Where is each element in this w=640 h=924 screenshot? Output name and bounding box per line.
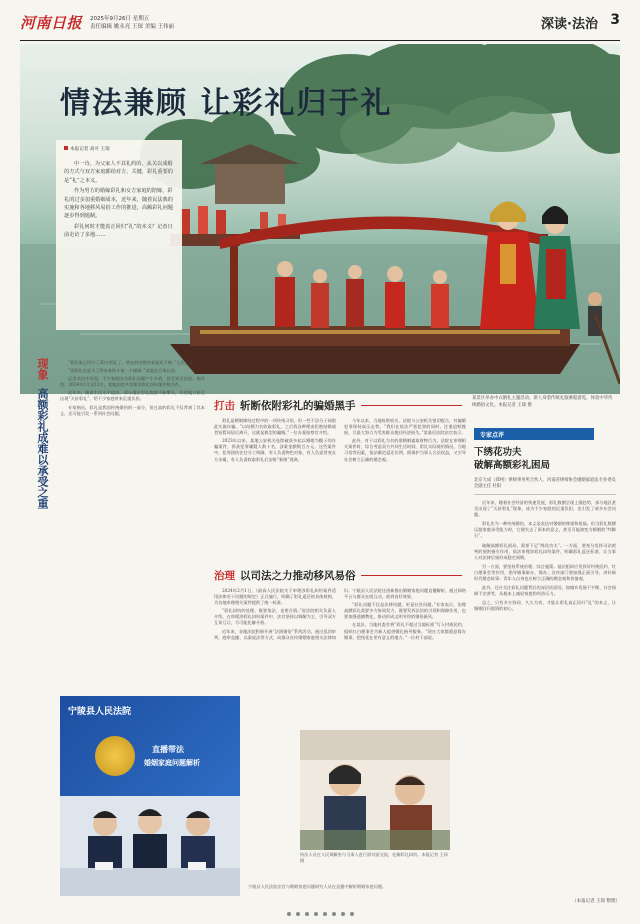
intro-byline — [64, 146, 174, 152]
editor-credits: 责任编辑 姚永亮 王琛 美编 王伟丽 — [90, 24, 174, 30]
intro-panel — [56, 140, 182, 330]
commentary-divider — [474, 494, 616, 495]
footer-dot — [323, 912, 327, 916]
section-govern-heading — [214, 568, 462, 583]
header-rule — [20, 40, 620, 41]
left-column-text — [60, 360, 205, 680]
footer-dot — [314, 912, 318, 916]
left-para-5: 专家指出，彩礼是我国传统婚俗的一部分，但过高的彩礼不仅背离了其本义，还可能引发一系列社会问题。 — [60, 404, 205, 416]
phenomenon-title: 高额彩礼成难以承受之重 — [36, 388, 49, 509]
govern-para-3: 近年来，各地法院积极开展“法润婚俗”系列活动，通过巡回审判、庭审直播、以案说法等方式，向群众宣传婚姻家庭相关法律知识。宁陵县人民法院还创新推出婚姻家庭问题直播解析，通过网络平台与群众在线互动，收到良好效果。 — [214, 588, 466, 640]
strike-para-3: 今年以来，当地检察机关、法院与公安机关密切配合，对骗婚犯罪保持高压态势。“我们在依法严惩犯罪的同时，注重追赃挽损，尽最大努力为受害群众挽回经济损失。”某基层法院法官表示。 — [344, 418, 466, 436]
commentary-signature: （本报记者 王琛 整理） — [572, 899, 620, 904]
strike-para-4: 此外，对于以彩礼为名的借婚姻索取财物行为，法院在审理相关案件时，综合考虑双方共同生活时间、彩礼实际使用情况、当地习俗等因素，依法确定返还比例，既保护当事人合法权益，又引导社会树立正确的婚恋观。 — [344, 438, 466, 462]
section-name: 深读·法治 — [541, 17, 598, 32]
intro-para-2: 作为男方的婚嫁彩礼和女方家庭的陪嫁，彩礼的过多加重婚姻成本，近年来，随着民法典的实施和各地移风易俗工作的推进，高额彩礼问题逐步得到遏制。 — [64, 188, 173, 220]
govern-para-2: “彩礼纠纷的处理，既要依法，也要合情。”省法院相关负责人介绍，在审理涉彩礼纠纷案件中，法官坚持以调解为主，引导双方互谅互让，尽可能化解矛盾。 — [214, 608, 336, 626]
left-para-2: “要彩礼也是为了给未来的小家一个保障。”某地女方家长说。 — [68, 368, 180, 374]
commentary-title — [474, 446, 614, 472]
main-headline: 情法兼顾 让彩礼归于礼 — [60, 86, 393, 121]
commentary-para-6: 总之，只有多方协同、久久为功，才能让彩礼真正回归“礼”的本义，让婚姻回归爱情的初心。 — [474, 600, 616, 612]
court-banner — [60, 696, 240, 796]
commentary-body — [474, 500, 616, 898]
footer-dots — [270, 912, 370, 916]
strike-para-2: 2023年以来，某地公安机关连续破获多起以婚姻为幌子的诈骗案件，抓获犯罪嫌疑人数十名，涉案金额数百万元。这些案件中，犯罪团伙往往分工明确，有人负责物色对象，有人负责冒充女方亲属，有人负责收取彩礼后安排“新娘”逃离。 — [214, 438, 336, 462]
commentary-label-text: 专家点评 — [480, 431, 505, 439]
section-govern-keyword: 治理 — [214, 570, 235, 582]
banner-line-2: 直播带法 — [152, 745, 184, 754]
mediation-photo-caption: 执法人员在人民调解室与当事人进行面对面交流，化解彩礼纠纷。本报记者 王琛 摄 — [300, 852, 448, 863]
footer-dot — [350, 912, 354, 916]
newspaper-logo: 河南日报 — [20, 14, 83, 32]
footer-dot — [341, 912, 345, 916]
court-emblem-icon — [95, 736, 135, 776]
commentary-title-line2: 破解高额彩礼困局 — [474, 460, 551, 471]
commentary-para-4: 另一方面，要坚持系统治理、综合施策。基层组织应发挥好村规民约、红白理事会等作用，倡导婚事新办、简办；宣传部门要加强正面引导，讲好新时代婚恋故事；青年人自身也应树立正确的婚恋观和价值观。 — [474, 563, 616, 582]
footer-dot — [332, 912, 336, 916]
byline-marker — [64, 146, 68, 150]
footer-dot — [287, 912, 291, 916]
govern-para-5: 在某县，当地村委会将“彩礼不超过当地标准”写入村规民约，组织红白理事会为新人提供婚礼指导服务。“现在大家都愿意简办婚事，把钱花在更有意义的地方。”一位村干部说。 — [344, 622, 466, 640]
footer-dot — [296, 912, 300, 916]
commentary-para-1: 近年来，随着社会经济的快速发展，彩礼数额呈现上涨趋势，部分地区甚至出现了“天价彩礼”现象，成为不少家庭的沉重负担，也引发了诸多社会问题。 — [474, 500, 616, 518]
commentary-label — [474, 428, 594, 440]
mediation-photo — [300, 730, 450, 850]
left-para-4: 近年来，随着生活水平提高，部分地区彩礼数额不断攀升，有的地方甚至出现“天价彩礼”，给不少家庭带来沉重负担。 — [60, 390, 205, 402]
left-para-3: 记者采访中发现，不少家庭因为彩礼问题产生矛盾，甚至诉至法院。据介绍，2024年1月至12月，某地法院共受理涉彩礼纠纷案件数百件。 — [60, 376, 205, 388]
section-strike-body — [214, 418, 466, 558]
left-para-1: “我们家已经付了30万彩礼了，所在的结婚对象说还不够。”王先生说。 — [68, 360, 197, 365]
section-govern-title: 以司法之力推动移风易俗 — [240, 570, 356, 582]
section-strike-heading — [214, 398, 462, 413]
section-govern-rule — [361, 575, 463, 576]
phenomenon-keyword: 现象 — [36, 358, 49, 380]
section-govern-body — [214, 588, 466, 728]
mediation-scene — [300, 730, 450, 850]
section-strike-keyword: 打击 — [214, 400, 235, 412]
masthead — [20, 10, 620, 44]
byline-text: 本报记者 高可 王琛 — [70, 147, 110, 152]
strike-para-1: 彩礼是婚姻缔结过程中的一项传统习俗，但一些不法分子却借此实施诈骗。“以结婚为名收取彩礼，之后找各种理由拒绝结婚或者短暂同居后离开，这就是典型的骗婚。”一位办案检察官介绍。 — [214, 418, 336, 436]
main-photo-caption: 某景区举办中式婚礼主题活动，新人身着传统礼服乘船游览，体验中华传统婚俗文化。本报记者 王琛 摄 — [472, 396, 613, 408]
intro-para-3: 彩礼何时才能真正回归“礼”的本义？记者日前走访了多地…… — [64, 223, 173, 239]
section-strike-title: 斩断依附彩礼的骗婚黑手 — [240, 400, 356, 412]
livestream-photo — [60, 696, 240, 896]
commentary-title-line1: 下绣花功夫 — [474, 447, 522, 458]
intro-para-1: 中一诗，为父家人不其礼约的，从关以成婚的方式与双方家庭都给对方，关键，彩礼重要的是“礼”之本义。 — [64, 161, 173, 184]
court-name: 宁陵县人民法院 — [68, 707, 132, 717]
issue-date: 2025年9月26日 星期五 — [90, 16, 150, 22]
banner-line-3: 婚姻家庭问题解析 — [144, 759, 200, 767]
hosts-at-desk — [60, 796, 240, 896]
commentary-para-3: 破解高额彩礼困局，需要下足“绣花功夫”。一方面，要充分发挥司法裁判的规则指引作用，依法审理涉彩礼纠纷案件，明确彩礼返还标准，让当事人对法律后果形成稳定预期。 — [474, 542, 616, 560]
commentary-author: 北京大成（郑州）律师事务所合伙人、河南省律师协会婚姻家庭法专业委员会副主任 杜阳 — [474, 478, 616, 489]
section-strike-rule — [361, 405, 463, 406]
footer-dot — [305, 912, 309, 916]
commentary-para-5: 此外，还应关注彩礼问题背后的深层次原因，如城乡发展不平衡、社会保障不完善等，从根本上减轻家庭的经济压力。 — [474, 585, 616, 597]
govern-para-1: 2024年2月1日，《最高人民法院关于审理涉彩礼纠纷案件适用法律若干问题的规定》正式施行，明确了彩礼返还的具体规则，为各地审理相关案件提供了统一标准。 — [214, 588, 336, 606]
left-vertical-heading — [24, 358, 48, 518]
govern-para-4: “彩礼问题不仅是法律问题，更是社会问题。”专家表示，治理高额彩礼需要多方协同发力，既要发挥法治的引领和保障作用，也要加强道德教化，推动形成文明节俭的婚俗新风。 — [344, 602, 466, 620]
livestream-photo-caption: 宁陵县人民法院法官与婚姻家庭问题研究人员在直播中解析婚姻家庭问题。 — [248, 884, 387, 889]
page-number: 3 — [610, 12, 620, 28]
commentary-para-2: 彩礼作为一种传统婚俗，本义是表达对婚姻的尊重和祝福。但当彩礼数额远超家庭承受能力时，它便失去了原本的意义，甚至可能演变为婚姻的“绊脚石”。 — [474, 521, 616, 539]
